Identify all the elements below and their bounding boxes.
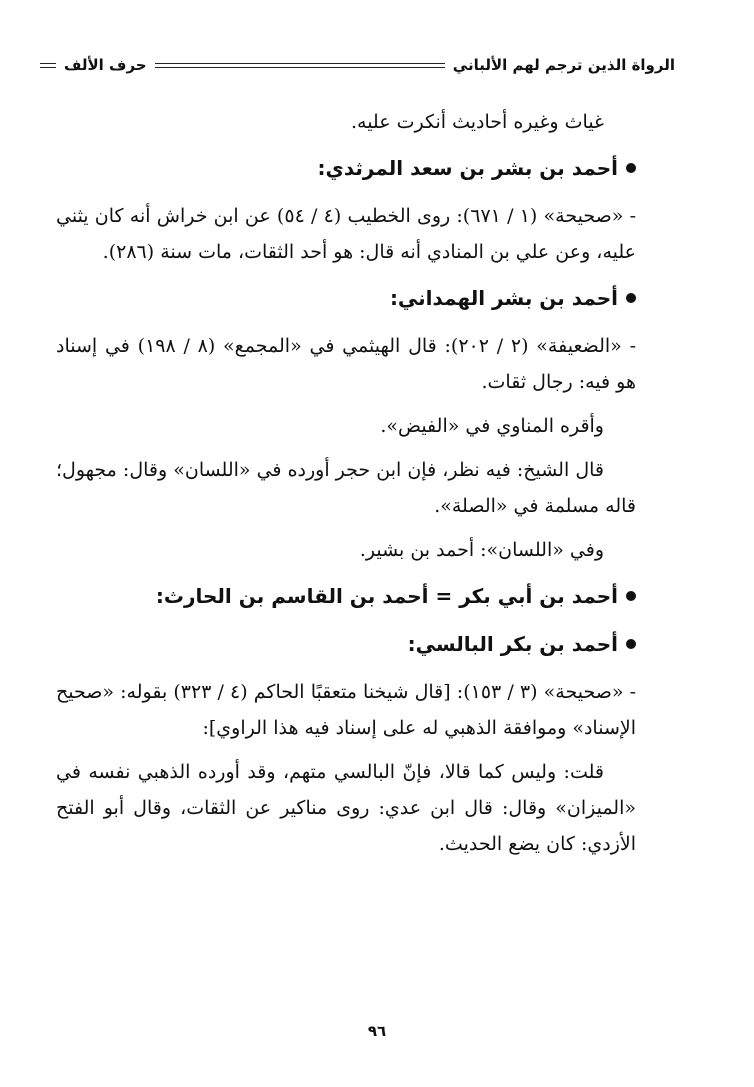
paragraph: - «صحيحة» (١ / ٦٧١): روى الخطيب (٤ / ٥٤) عن ابن خراش أنه كان يثني عليه، وعن علي بن المنادي أنه قال: هو أحد الثقات، مات سنة (٢٨٦). <box>56 205 636 263</box>
header-double-rule <box>155 63 445 68</box>
running-header <box>40 52 675 78</box>
narrator-name: أحمد بن بكر البالسي: <box>407 632 618 656</box>
book-title: الرواة الذين ترجم لهم الألباني <box>452 56 675 74</box>
paragraph: غياث وغيره أحاديث أنكرت عليه. <box>350 111 604 133</box>
bullet-icon <box>626 591 636 601</box>
paragraph: قلت: وليس كما قالا، فإنّ البالسي متهم، وقد أورده الذهبي نفسه في «الميزان» وقال: قال ابن عدي: روى مناكير عن الثقات، وقال أبو الفتح الأزدي: كان يضع الحديث. <box>56 761 636 855</box>
page-number: ٩٦ <box>367 1022 387 1040</box>
paragraph: وفي «اللسان»: أحمد بن بشير. <box>359 539 604 561</box>
narrator-name: أحمد بن بشر الهمداني: <box>389 286 618 310</box>
bullet-icon <box>626 639 636 649</box>
narrator-name: أحمد بن بشر بن سعد المرثدي: <box>317 156 618 180</box>
bullet-icon <box>626 293 636 303</box>
bullet-icon <box>626 163 636 173</box>
narrator-heading <box>56 578 636 614</box>
narrator-heading <box>56 626 636 662</box>
header-end-rule <box>40 63 56 68</box>
paragraph: - «الضعيفة» (٢ / ٢٠٢): قال الهيثمي في «المجمع» (٨ / ١٩٨) في إسناد هو فيه: رجال ثقات. <box>56 335 636 393</box>
narrator-name: أحمد بن أبي بكر = أحمد بن القاسم بن الحارث: <box>155 584 618 608</box>
paragraph: وأقره المناوي في «الفيض». <box>380 415 604 437</box>
paragraph: - «صحيحة» (٣ / ١٥٣): [قال شيخنا متعقبًا الحاكم (٤ / ٣٢٣) بقوله: «صحيح الإسناد» وموافقة الذهبي له على إسناد فيه هذا الراوي]: <box>56 681 637 739</box>
page-body <box>56 104 636 870</box>
chapter-title: حرف الألف <box>64 56 147 74</box>
narrator-heading <box>56 280 636 316</box>
paragraph: قال الشيخ: فيه نظر، فإن ابن حجر أورده في «اللسان» وقال: مجهول؛ قاله مسلمة في «الصلة». <box>56 459 636 517</box>
narrator-heading <box>56 150 636 186</box>
